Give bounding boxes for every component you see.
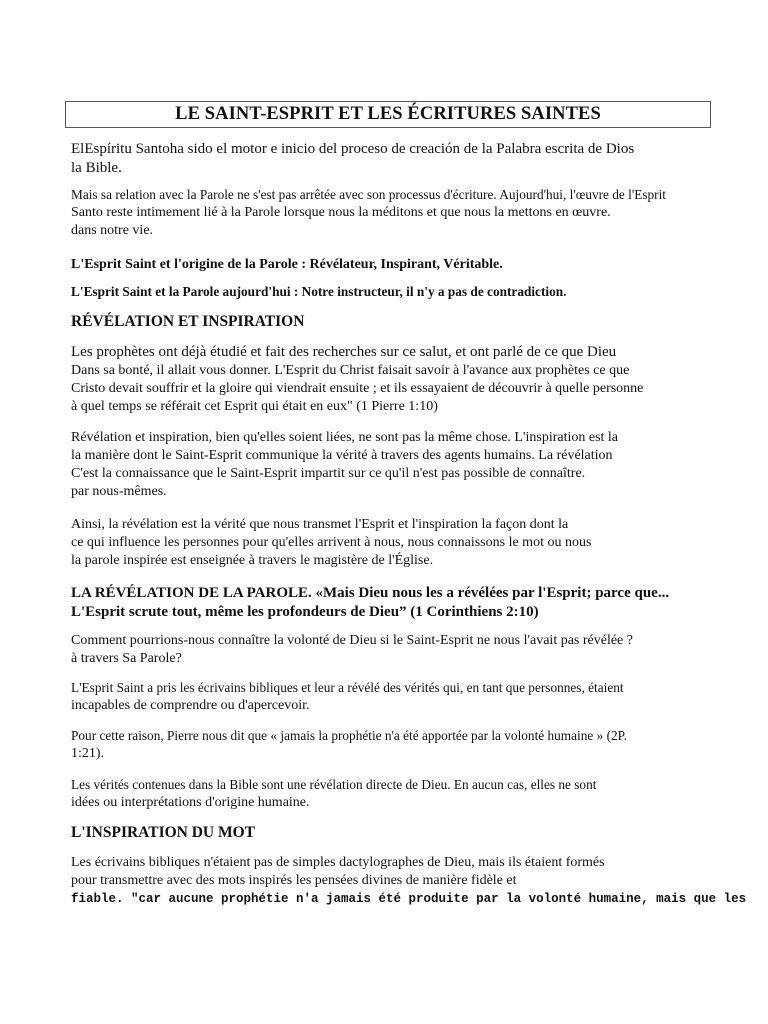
text-line: ce qui influence les personnes pour qu'elles arrivent à nous, nous connaissons le mot ou nous bbox=[71, 535, 592, 550]
paragraph-holy-spirit-took-writers bbox=[71, 679, 731, 715]
text-line: Pour cette raison, Pierre nous dit que « jamais la prophétie n'a été apportée par la volonté humaine » (2P. bbox=[71, 728, 627, 743]
text-line: L'Esprit Saint a pris les écrivains bibliques et leur a révélé des vérités qui, en tant que personnes, étaient bbox=[71, 680, 624, 695]
text-line: Les vérités contenues dans la Bible sont une révélation directe de Dieu. En aucun cas, elles ne sont bbox=[71, 777, 597, 792]
text-line: Santo reste intimement lié à la Parole lorsque nous la méditons et que nous la mettons en œuvre. bbox=[71, 205, 611, 220]
paragraph-truths-in-bible bbox=[71, 776, 731, 812]
text-line: Révélation et inspiration, bien qu'elles soient liées, ne sont pas la même chose. L'inspiration est la bbox=[71, 430, 619, 445]
text-line: par nous-mêmes. bbox=[71, 484, 167, 499]
text-line: LA RÉVÉLATION DE LA PAROLE. «Mais Dieu nous les a révélées par l'Esprit; parce que... bbox=[71, 585, 670, 601]
text-line: idées ou interprétations d'origine humaine. bbox=[71, 795, 310, 810]
subtitle-origin: L'Esprit Saint et l'origine de la Parole : Révélateur, Inspirant, Véritable. bbox=[71, 257, 503, 272]
paragraph-peter-quote bbox=[71, 727, 731, 763]
text-line: la parole inspirée est enseignée à travers le magistère de l'Église. bbox=[71, 553, 434, 568]
text-line: fiable. "car aucune prophétie n'a jamais été produite par la volonté humaine, mais que les bbox=[71, 892, 747, 906]
text-line: la manière dont le Saint-Esprit communique la vérité à travers des agents humains. La révélation bbox=[71, 448, 613, 463]
paragraph-biblical-writers bbox=[71, 854, 747, 908]
document-title-box bbox=[65, 101, 711, 128]
heading-revelation-of-the-word bbox=[71, 584, 731, 622]
text-line: à quel temps se référait cet Esprit qui était en eux" (1 Pierre 1:10) bbox=[71, 398, 438, 414]
paragraph-thus-revelation bbox=[71, 516, 731, 570]
subtitle-today: L'Esprit Saint et la Parole aujourd'hui : Notre instructeur, il n'y a pas de contradiction. bbox=[71, 284, 567, 299]
text-line: L'Esprit scrute tout, même les profondeurs de Dieu” (1 Corinthiens 2:10) bbox=[71, 604, 539, 620]
document-title: LE SAINT-ESPRIT ET LES ÉCRITURES SAINTES bbox=[175, 104, 601, 124]
text-line: C'est la connaissance que le Saint-Esprit impartit sur ce qu'il n'est pas possible de connaître. bbox=[71, 466, 586, 481]
text-line: à travers Sa Parole? bbox=[71, 651, 182, 666]
text-line: Mais sa relation avec la Parole ne s'est pas arrêtée avec son processus d'écriture. Aujourd'hui, l'œuvre de l'Esprit bbox=[71, 187, 666, 202]
text-line: incapables de comprendre ou d'apercevoir. bbox=[71, 698, 310, 713]
intro-paragraph-2 bbox=[71, 186, 731, 240]
text-line: Cristo devait souffrir et la gloire qui viendrait ensuite ; et ils essayaient de découvrir à quelle personne bbox=[71, 380, 644, 396]
text-line: dans notre vie. bbox=[71, 223, 154, 238]
intro-paragraph-1 bbox=[71, 140, 731, 177]
paragraph-how-could-we-know bbox=[71, 632, 731, 668]
text-line: Les prophètes ont déjà étudié et fait des recherches sur ce salut, et ont parlé de ce que Dieu bbox=[71, 344, 617, 360]
paragraph-revelation-vs-inspiration bbox=[71, 429, 731, 501]
text-line: pour transmettre avec des mots inspirés les pensées divines de manière fidèle et bbox=[71, 873, 517, 888]
text-line: Comment pourrions-nous connaître la volonté de Dieu si le Saint-Esprit ne nous l'avait pas révélée ? bbox=[71, 633, 633, 648]
text-line: Dans sa bonté, il allait vous donner. L'Esprit du Christ faisait savoir à l'avance aux prophètes ce que bbox=[71, 362, 630, 378]
paragraph-prophets bbox=[71, 343, 731, 416]
text-line: Les écrivains bibliques n'étaient pas de simples dactylographes de Dieu, mais ils étaient formés bbox=[71, 855, 605, 870]
heading-revelation-inspiration: RÉVÉLATION ET INSPIRATION bbox=[71, 313, 305, 330]
text-line: 1:21). bbox=[71, 746, 105, 761]
text-line: la Bible. bbox=[71, 159, 122, 176]
heading-inspiration-of-the-word: L'INSPIRATION DU MOT bbox=[71, 824, 256, 841]
text-line: ElEspíritu Santoha sido el motor e inicio del proceso de creación de la Palabra escrita de Dios bbox=[71, 141, 635, 157]
text-line: Ainsi, la révélation est la vérité que nous transmet l'Esprit et l'inspiration la façon dont la bbox=[71, 517, 569, 532]
